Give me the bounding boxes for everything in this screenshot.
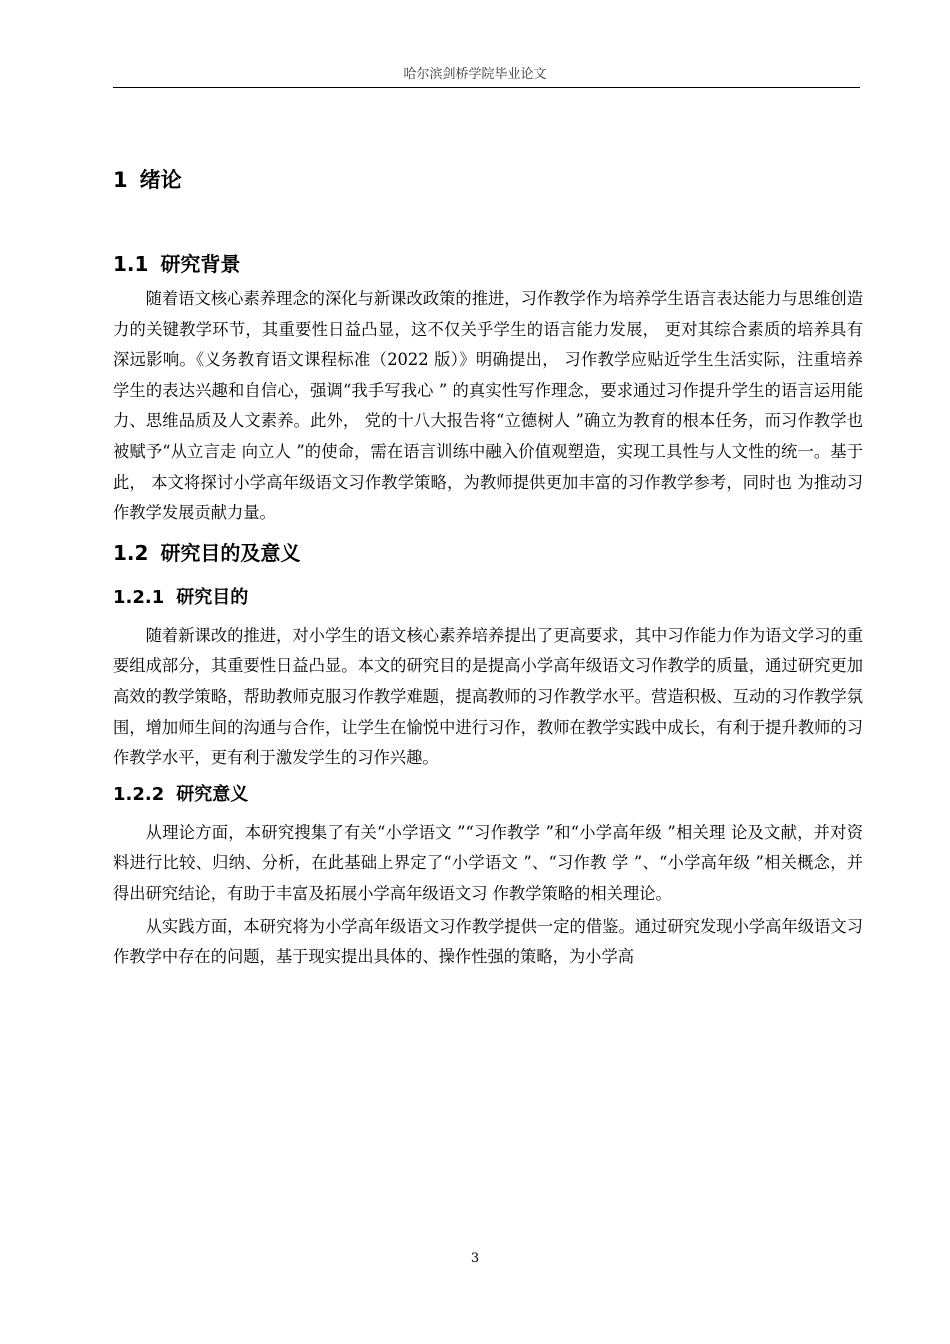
chapter-number: 1 xyxy=(113,168,128,192)
page-number: 3 xyxy=(470,1251,480,1266)
purpose-paragraph: 随着新课改的推进，对小学生的语文核心素养培养提出了更高要求，其中习作能力作为语文学习的重要组成部分，其重要性日益凸显。本文的研究目的是提高小学高年级语文习作教学的质量，通过研究更加高效的教学策略，帮助教师克服习作教学难题，提高教师的习作教学水平。营造积极、互动的习作教学氛围，增加师生间的沟通与合作，让学生在愉悦中进行习作，教师在教学实践中成长，有利于提升教师的习作教学水平，更有利于激发学生的习作兴趣。 xyxy=(113,625,863,768)
subsection-title: 研究意义 xyxy=(176,783,249,805)
subsection-number: 1.2.2 xyxy=(113,783,165,805)
section-number: 1.1 xyxy=(113,252,149,276)
section-heading-1-1 xyxy=(113,246,863,282)
header-rule xyxy=(113,87,860,88)
significance-theory-paragraph: 从理论方面，本研究搜集了有关“小学语文 ”“习作教学 ”和“小学高年级 ”相关理 论及文献，并对资料进行比较、归纳、分析，在此基础上界定了“小学语文 ”、“习作教 学 ”、“小学高年级 ”相关概念，并得出研究结论，有助于丰富及拓展小学高年级语文习 作教学策略的相关理论。 xyxy=(113,822,863,903)
chapter-title: 绪论 xyxy=(139,168,182,192)
section-title: 研究目的及意义 xyxy=(160,540,301,565)
section-number: 1.2 xyxy=(113,540,149,565)
chapter-heading xyxy=(113,160,863,200)
background-paragraph: 随着语文核心素养理念的深化与新课改政策的推进，习作教学作为培养学生语言表达能力与思维创造力的关键教学环节，其重要性日益凸显，这不仅关乎学生的语言能力发展， 更对其综合素质的培养具有深远影响。《义务教育语文课程标准（2022 版）》明确提出， 习作教学应贴近学生生活实际，注重培养学生的表达兴趣和自信心，强调“我手写我心 ” 的真实性写作理念，要求通过习作提升学生的语言运用能力、思维品质及人文素养。此外， 党的十八大报告将“立德树人 ”确立为教育的根本任务，而习作教学也被赋予“从立言走 向立人 ”的使命，需在语言训练中融入价值观塑造，实现工具性与人文性的统一。基于此， 本文将探讨小学高年级语文习作教学策略，为教师提供更加丰富的习作教学参考，同时也 为推动习作教学发展贡献力量。 xyxy=(113,289,863,523)
subsection-heading-1-2-1 xyxy=(113,581,863,615)
significance-practice-paragraph: 从实践方面，本研究将为小学高年级语文习作教学提供一定的借鉴。通过研究发现小学高年级语文习作教学中存在的问题，基于现实提出具体的、操作性强的策略，为小学高 xyxy=(113,916,863,967)
page-body xyxy=(113,160,863,973)
section-title: 研究背景 xyxy=(160,252,241,276)
running-header: 哈尔滨剑桥学院毕业论文 xyxy=(403,67,547,82)
section-heading-1-2 xyxy=(113,535,863,571)
subsection-number: 1.2.1 xyxy=(113,586,165,608)
subsection-heading-1-2-2 xyxy=(113,778,863,812)
subsection-title: 研究目的 xyxy=(176,586,249,608)
